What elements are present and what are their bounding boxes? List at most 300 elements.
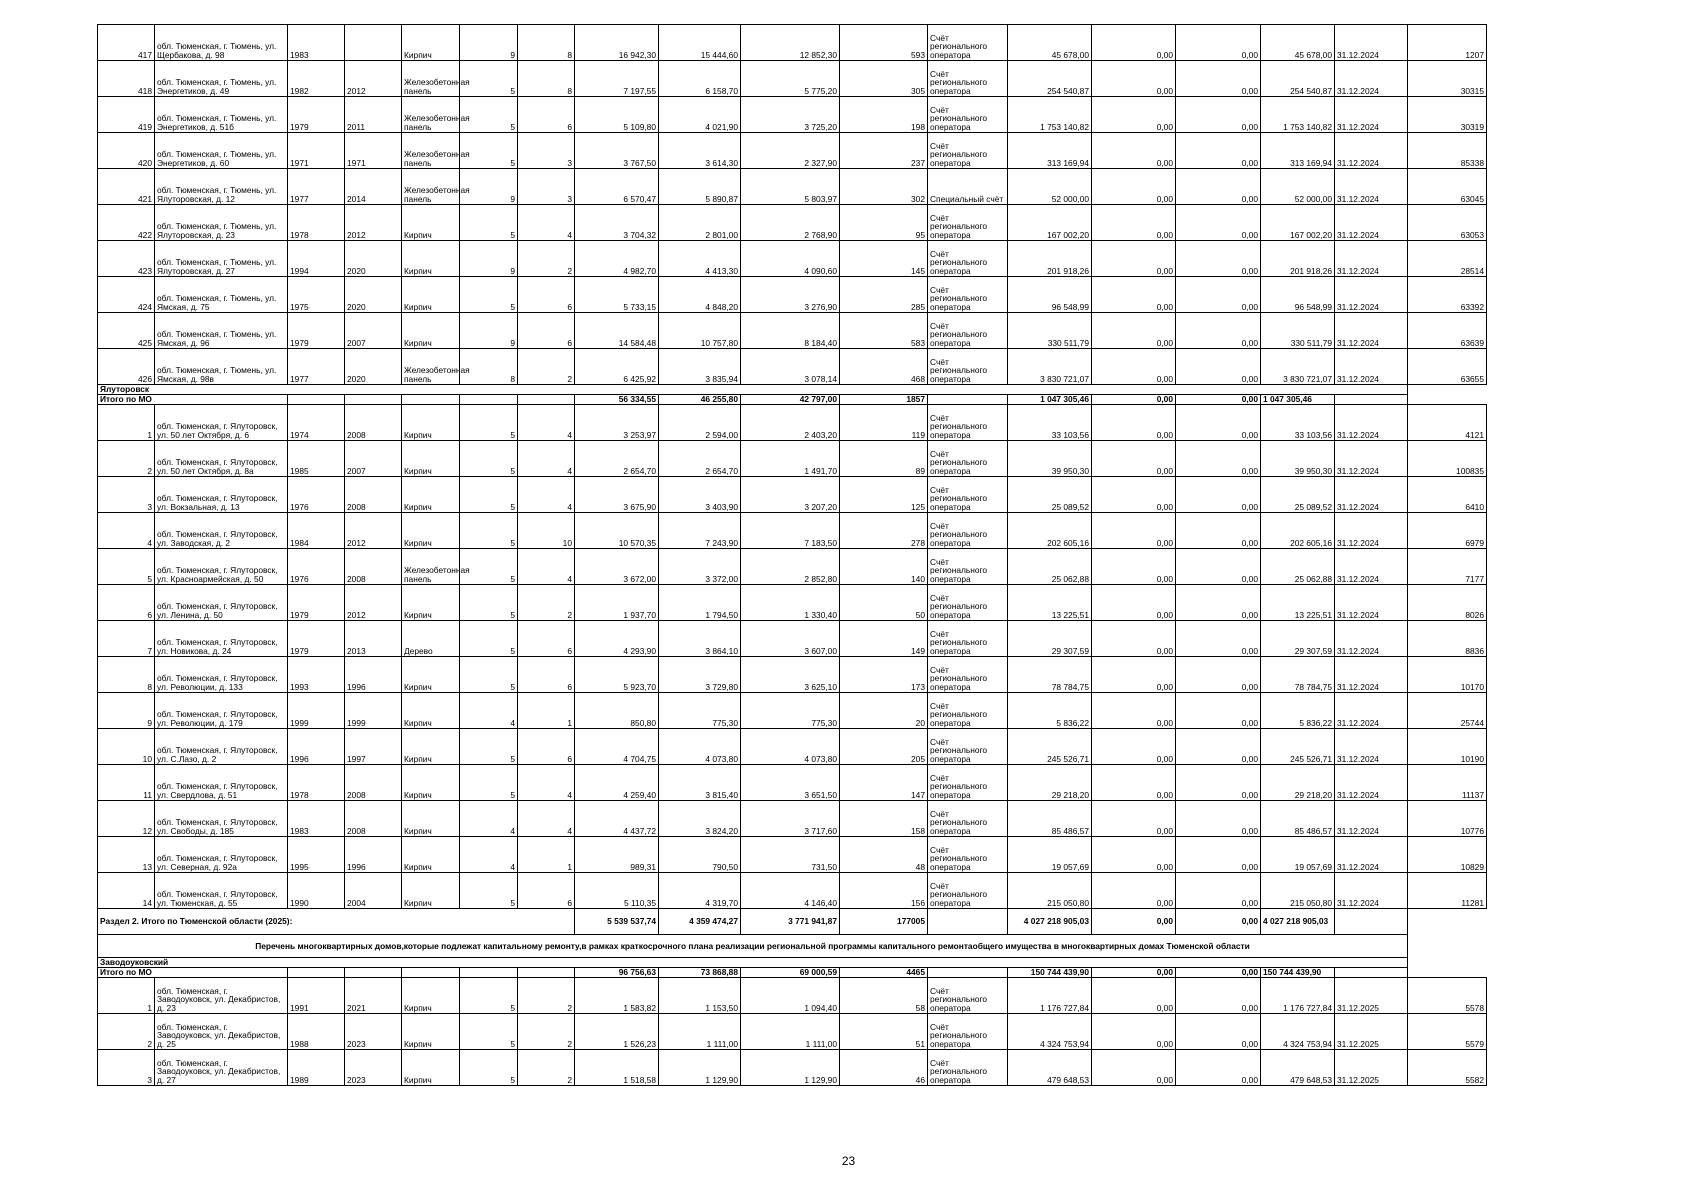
total-area: 5 733,15 bbox=[575, 277, 659, 313]
living-area: 4 413,30 bbox=[659, 241, 741, 277]
cost-owners: 25 089,52 bbox=[1261, 477, 1335, 513]
residential-area: 1 094,40 bbox=[741, 978, 840, 1014]
grand-cost-fund: 0,00 bbox=[1092, 909, 1176, 935]
house-id: 63053 bbox=[1408, 205, 1487, 241]
address: обл. Тюменская, г. Тюмень, ул. Ялуторовская, д. 27 bbox=[155, 241, 288, 277]
entrances: 2 bbox=[518, 1014, 575, 1050]
cost-fund: 0,00 bbox=[1092, 25, 1176, 61]
living-area: 6 158,70 bbox=[659, 61, 741, 97]
total-area-2: 73 868,88 bbox=[659, 968, 741, 978]
cost-fund: 0,00 bbox=[1092, 277, 1176, 313]
address: обл. Тюменская, г. Тюмень, ул. Щербакова, д. 98 bbox=[155, 25, 288, 61]
entrances: 8 bbox=[518, 25, 575, 61]
table-row bbox=[98, 313, 1487, 349]
section-heading: Перечень многоквартирных домов,которые подлежат капитальному ремонту,в рамках краткосрочного плана реализации региональной программы капитального ремонтаобщего имущества в многоквартирных домах Тюменской области bbox=[98, 935, 1408, 958]
floors: 5 bbox=[460, 1014, 518, 1050]
cost-owners: 78 784,75 bbox=[1261, 657, 1335, 693]
cost-fund: 0,00 bbox=[1092, 477, 1176, 513]
wall-material: Кирпич bbox=[402, 801, 460, 837]
year-last-repair: 2007 bbox=[345, 441, 402, 477]
residents: 48 bbox=[840, 837, 928, 873]
total-residents: 1857 bbox=[840, 395, 928, 405]
house-id: 63639 bbox=[1408, 313, 1487, 349]
wall-material: Железобетонная панель bbox=[402, 61, 460, 97]
floors: 5 bbox=[460, 133, 518, 169]
cost-budget: 0,00 bbox=[1176, 873, 1261, 909]
cost-budget: 0,00 bbox=[1176, 313, 1261, 349]
deadline: 31.12.2025 bbox=[1335, 978, 1408, 1014]
cost-budget: 0,00 bbox=[1176, 25, 1261, 61]
deadline: 31.12.2024 bbox=[1335, 349, 1408, 385]
residential-area: 2 327,90 bbox=[741, 133, 840, 169]
house-id: 6979 bbox=[1408, 513, 1487, 549]
row-number: 3 bbox=[98, 1050, 155, 1086]
cost-budget: 0,00 bbox=[1176, 97, 1261, 133]
cost-fund: 0,00 bbox=[1092, 241, 1176, 277]
fund-account: Счёт регионального оператора bbox=[928, 97, 1008, 133]
deadline: 31.12.2025 bbox=[1335, 1014, 1408, 1050]
entrances: 4 bbox=[518, 441, 575, 477]
repair-cost: 5 836,22 bbox=[1008, 693, 1092, 729]
cost-budget: 0,00 bbox=[1176, 1050, 1261, 1086]
row-number: 418 bbox=[98, 61, 155, 97]
deadline: 31.12.2024 bbox=[1335, 549, 1408, 585]
year-built: 1978 bbox=[288, 205, 345, 241]
residential-area: 3 276,90 bbox=[741, 277, 840, 313]
table-row bbox=[98, 873, 1487, 909]
year-built: 1988 bbox=[288, 1014, 345, 1050]
residents: 593 bbox=[840, 25, 928, 61]
year-built: 1979 bbox=[288, 313, 345, 349]
row-number: 426 bbox=[98, 349, 155, 385]
wall-material: Железобетонная панель bbox=[402, 97, 460, 133]
floors: 9 bbox=[460, 241, 518, 277]
house-id: 63655 bbox=[1408, 349, 1487, 385]
total-area: 4 437,72 bbox=[575, 801, 659, 837]
deadline: 31.12.2024 bbox=[1335, 513, 1408, 549]
living-area: 1 153,50 bbox=[659, 978, 741, 1014]
entrances: 10 bbox=[518, 513, 575, 549]
cost-budget: 0,00 bbox=[1176, 205, 1261, 241]
year-built: 1999 bbox=[288, 693, 345, 729]
section-name: Ялуторовск bbox=[98, 385, 1408, 395]
address: обл. Тюменская, г. Ялуторовск, ул. Свердлова, д. 51 bbox=[155, 765, 288, 801]
total-cost: 1 047 305,46 bbox=[1008, 395, 1092, 405]
address: обл. Тюменская, г. Ялуторовск, ул. Заводская, д. 2 bbox=[155, 513, 288, 549]
year-built: 1995 bbox=[288, 837, 345, 873]
address: обл. Тюменская, г. Ялуторовск, ул. Северная, д. 92а bbox=[155, 837, 288, 873]
total-area: 1 518,58 bbox=[575, 1050, 659, 1086]
deadline: 31.12.2024 bbox=[1335, 205, 1408, 241]
residents: 51 bbox=[840, 1014, 928, 1050]
address: обл. Тюменская, г. Ялуторовск, ул. Революции, д. 133 bbox=[155, 657, 288, 693]
total-area: 850,80 bbox=[575, 693, 659, 729]
residents: 583 bbox=[840, 313, 928, 349]
residential-area: 1 491,70 bbox=[741, 441, 840, 477]
living-area: 775,30 bbox=[659, 693, 741, 729]
table-row bbox=[98, 405, 1487, 441]
total-cost-fund: 0,00 bbox=[1092, 968, 1176, 978]
year-built: 1977 bbox=[288, 349, 345, 385]
cost-owners: 4 324 753,94 bbox=[1261, 1014, 1335, 1050]
fund-account: Счёт регионального оператора bbox=[928, 549, 1008, 585]
year-built: 1978 bbox=[288, 765, 345, 801]
residents: 302 bbox=[840, 169, 928, 205]
wall-material: Кирпич bbox=[402, 837, 460, 873]
floors: 5 bbox=[460, 1050, 518, 1086]
row-number: 13 bbox=[98, 837, 155, 873]
deadline: 31.12.2024 bbox=[1335, 169, 1408, 205]
residents: 149 bbox=[840, 621, 928, 657]
residential-area: 7 183,50 bbox=[741, 513, 840, 549]
entrances: 4 bbox=[518, 477, 575, 513]
residential-area: 1 129,90 bbox=[741, 1050, 840, 1086]
deadline: 31.12.2024 bbox=[1335, 441, 1408, 477]
table-row bbox=[98, 657, 1487, 693]
cost-budget: 0,00 bbox=[1176, 349, 1261, 385]
cost-budget: 0,00 bbox=[1176, 169, 1261, 205]
wall-material: Кирпич bbox=[402, 978, 460, 1014]
total-area: 1 937,70 bbox=[575, 585, 659, 621]
deadline: 31.12.2024 bbox=[1335, 477, 1408, 513]
cost-fund: 0,00 bbox=[1092, 405, 1176, 441]
living-area: 3 372,00 bbox=[659, 549, 741, 585]
repair-cost: 13 225,51 bbox=[1008, 585, 1092, 621]
year-last-repair: 2020 bbox=[345, 241, 402, 277]
entrances: 4 bbox=[518, 801, 575, 837]
cost-owners: 215 050,80 bbox=[1261, 873, 1335, 909]
section-name: Заводоуковский bbox=[98, 958, 1408, 968]
fund-account: Счёт регионального оператора bbox=[928, 729, 1008, 765]
cost-fund: 0,00 bbox=[1092, 133, 1176, 169]
year-built: 1977 bbox=[288, 169, 345, 205]
residential-area: 1 330,40 bbox=[741, 585, 840, 621]
living-area: 1 794,50 bbox=[659, 585, 741, 621]
wall-material: Кирпич bbox=[402, 241, 460, 277]
floors: 5 bbox=[460, 978, 518, 1014]
section-yalutorovsk bbox=[98, 385, 1487, 405]
fund-account: Счёт регионального оператора bbox=[928, 349, 1008, 385]
floors: 8 bbox=[460, 349, 518, 385]
total-area: 3 767,50 bbox=[575, 133, 659, 169]
residential-area: 3 078,14 bbox=[741, 349, 840, 385]
cost-fund: 0,00 bbox=[1092, 169, 1176, 205]
cost-budget: 0,00 bbox=[1176, 477, 1261, 513]
cost-owners: 3 830 721,07 bbox=[1261, 349, 1335, 385]
deadline: 31.12.2024 bbox=[1335, 241, 1408, 277]
address: обл. Тюменская, г. Тюмень, ул. Энергетиков, д. 51б bbox=[155, 97, 288, 133]
wall-material: Кирпич bbox=[402, 513, 460, 549]
total-area-1: 96 756,63 bbox=[575, 968, 659, 978]
deadline: 31.12.2024 bbox=[1335, 585, 1408, 621]
grand-area-1: 5 539 537,74 bbox=[575, 909, 659, 935]
year-built: 1991 bbox=[288, 978, 345, 1014]
year-last-repair: 1999 bbox=[345, 693, 402, 729]
total-area: 3 675,90 bbox=[575, 477, 659, 513]
living-area: 3 403,90 bbox=[659, 477, 741, 513]
cost-fund: 0,00 bbox=[1092, 801, 1176, 837]
cost-budget: 0,00 bbox=[1176, 241, 1261, 277]
living-area: 3 815,40 bbox=[659, 765, 741, 801]
year-last-repair: 2023 bbox=[345, 1050, 402, 1086]
fund-account: Счёт регионального оператора bbox=[928, 513, 1008, 549]
repair-cost: 202 605,16 bbox=[1008, 513, 1092, 549]
residents: 285 bbox=[840, 277, 928, 313]
entrances: 4 bbox=[518, 549, 575, 585]
row-number: 8 bbox=[98, 657, 155, 693]
table-row bbox=[98, 241, 1487, 277]
living-area: 3 835,94 bbox=[659, 349, 741, 385]
house-id: 8026 bbox=[1408, 585, 1487, 621]
cost-budget: 0,00 bbox=[1176, 765, 1261, 801]
row-number: 2 bbox=[98, 1014, 155, 1050]
year-built: 1979 bbox=[288, 585, 345, 621]
total-area: 7 197,55 bbox=[575, 61, 659, 97]
fund-account: Счёт регионального оператора bbox=[928, 61, 1008, 97]
cost-owners: 479 648,53 bbox=[1261, 1050, 1335, 1086]
address: обл. Тюменская, г. Ялуторовск, ул. 50 лет Октября, д. 8а bbox=[155, 441, 288, 477]
house-id: 5578 bbox=[1408, 978, 1487, 1014]
cost-budget: 0,00 bbox=[1176, 277, 1261, 313]
cost-owners: 39 950,30 bbox=[1261, 441, 1335, 477]
row-number: 417 bbox=[98, 25, 155, 61]
residents: 278 bbox=[840, 513, 928, 549]
house-id: 100835 bbox=[1408, 441, 1487, 477]
entrances: 4 bbox=[518, 405, 575, 441]
floors: 9 bbox=[460, 313, 518, 349]
row-number: 1 bbox=[98, 978, 155, 1014]
year-last-repair: 2008 bbox=[345, 549, 402, 585]
total-area: 4 982,70 bbox=[575, 241, 659, 277]
cost-fund: 0,00 bbox=[1092, 441, 1176, 477]
fund-account: Счёт регионального оператора bbox=[928, 978, 1008, 1014]
deadline: 31.12.2024 bbox=[1335, 873, 1408, 909]
repair-cost: 39 950,30 bbox=[1008, 441, 1092, 477]
year-built: 1979 bbox=[288, 97, 345, 133]
address: обл. Тюменская, г. Ялуторовск, ул. 50 лет Октября, д. 6 bbox=[155, 405, 288, 441]
living-area: 4 021,90 bbox=[659, 97, 741, 133]
year-last-repair: 2011 bbox=[345, 97, 402, 133]
living-area: 2 801,00 bbox=[659, 205, 741, 241]
floors: 5 bbox=[460, 585, 518, 621]
cost-fund: 0,00 bbox=[1092, 621, 1176, 657]
house-id: 8836 bbox=[1408, 621, 1487, 657]
living-area: 3 729,80 bbox=[659, 657, 741, 693]
living-area: 15 444,60 bbox=[659, 25, 741, 61]
table-row bbox=[98, 61, 1487, 97]
residential-area: 731,50 bbox=[741, 837, 840, 873]
fund-account: Счёт регионального оператора bbox=[928, 1014, 1008, 1050]
total-cost-budget: 0,00 bbox=[1176, 968, 1261, 978]
entrances: 1 bbox=[518, 837, 575, 873]
row-number: 419 bbox=[98, 97, 155, 133]
table-row bbox=[98, 729, 1487, 765]
floors: 9 bbox=[460, 25, 518, 61]
cost-budget: 0,00 bbox=[1176, 621, 1261, 657]
floors: 5 bbox=[460, 97, 518, 133]
deadline: 31.12.2024 bbox=[1335, 25, 1408, 61]
repair-cost: 29 218,20 bbox=[1008, 765, 1092, 801]
deadline: 31.12.2024 bbox=[1335, 765, 1408, 801]
floors: 5 bbox=[460, 61, 518, 97]
cost-budget: 0,00 bbox=[1176, 513, 1261, 549]
cost-fund: 0,00 bbox=[1092, 205, 1176, 241]
house-id: 7177 bbox=[1408, 549, 1487, 585]
row-number: 7 bbox=[98, 621, 155, 657]
cost-owners: 202 605,16 bbox=[1261, 513, 1335, 549]
floors: 5 bbox=[460, 513, 518, 549]
cost-budget: 0,00 bbox=[1176, 405, 1261, 441]
row-number: 3 bbox=[98, 477, 155, 513]
residents: 305 bbox=[840, 61, 928, 97]
grand-cost-owners: 4 027 218 905,03 bbox=[1261, 909, 1335, 935]
floors: 5 bbox=[460, 441, 518, 477]
cost-owners: 29 307,59 bbox=[1261, 621, 1335, 657]
row-number: 2 bbox=[98, 441, 155, 477]
address: обл. Тюменская, г. Тюмень, ул. Энергетиков, д. 60 bbox=[155, 133, 288, 169]
deadline: 31.12.2024 bbox=[1335, 621, 1408, 657]
table-body-yalutorovsk bbox=[98, 405, 1487, 909]
cost-owners: 313 169,94 bbox=[1261, 133, 1335, 169]
fund-account: Счёт регионального оператора bbox=[928, 313, 1008, 349]
floors: 5 bbox=[460, 765, 518, 801]
house-id: 11137 bbox=[1408, 765, 1487, 801]
row-number: 4 bbox=[98, 513, 155, 549]
deadline: 31.12.2024 bbox=[1335, 801, 1408, 837]
total-area: 1 583,82 bbox=[575, 978, 659, 1014]
row-number: 11 bbox=[98, 765, 155, 801]
wall-material: Железобетонная панель bbox=[402, 169, 460, 205]
row-number: 12 bbox=[98, 801, 155, 837]
fund-account: Счёт регионального оператора bbox=[928, 405, 1008, 441]
address: обл. Тюменская, г. Ялуторовск, ул. Ленина, д. 50 bbox=[155, 585, 288, 621]
cost-budget: 0,00 bbox=[1176, 133, 1261, 169]
year-built: 1983 bbox=[288, 25, 345, 61]
residents: 140 bbox=[840, 549, 928, 585]
year-built: 1974 bbox=[288, 405, 345, 441]
wall-material: Кирпич bbox=[402, 729, 460, 765]
section-total-label: Итого по МО bbox=[98, 395, 288, 405]
wall-material: Железобетонная панель bbox=[402, 349, 460, 385]
entrances: 8 bbox=[518, 61, 575, 97]
total-area-1: 56 334,55 bbox=[575, 395, 659, 405]
residential-area: 12 852,30 bbox=[741, 25, 840, 61]
cost-budget: 0,00 bbox=[1176, 441, 1261, 477]
repair-cost: 330 511,79 bbox=[1008, 313, 1092, 349]
floors: 4 bbox=[460, 801, 518, 837]
residential-area: 3 207,20 bbox=[741, 477, 840, 513]
floors: 5 bbox=[460, 277, 518, 313]
fund-account: Счёт регионального оператора bbox=[928, 277, 1008, 313]
residents: 198 bbox=[840, 97, 928, 133]
house-id: 63392 bbox=[1408, 277, 1487, 313]
cost-fund: 0,00 bbox=[1092, 97, 1176, 133]
deadline: 31.12.2024 bbox=[1335, 313, 1408, 349]
table-row bbox=[98, 585, 1487, 621]
cost-owners: 13 225,51 bbox=[1261, 585, 1335, 621]
entrances: 6 bbox=[518, 657, 575, 693]
total-area: 1 526,23 bbox=[575, 1014, 659, 1050]
deadline: 31.12.2024 bbox=[1335, 405, 1408, 441]
address: обл. Тюменская, г. Тюмень, ул. Ялуторовская, д. 23 bbox=[155, 205, 288, 241]
cost-fund: 0,00 bbox=[1092, 729, 1176, 765]
year-last-repair bbox=[345, 25, 402, 61]
table-row bbox=[98, 978, 1487, 1014]
table-row bbox=[98, 277, 1487, 313]
year-built: 1979 bbox=[288, 621, 345, 657]
repair-cost: 1 176 727,84 bbox=[1008, 978, 1092, 1014]
deadline: 31.12.2024 bbox=[1335, 837, 1408, 873]
residential-area: 3 725,20 bbox=[741, 97, 840, 133]
fund-account: Счёт регионального оператора bbox=[928, 241, 1008, 277]
year-last-repair: 2020 bbox=[345, 349, 402, 385]
total-area: 14 584,48 bbox=[575, 313, 659, 349]
cost-owners: 330 511,79 bbox=[1261, 313, 1335, 349]
address: обл. Тюменская, г. Ялуторовск, ул. Новикова, д. 24 bbox=[155, 621, 288, 657]
year-last-repair: 2004 bbox=[345, 873, 402, 909]
page-number: 23 bbox=[841, 1154, 856, 1168]
fund-account: Счёт регионального оператора bbox=[928, 621, 1008, 657]
living-area: 3 614,30 bbox=[659, 133, 741, 169]
deadline: 31.12.2024 bbox=[1335, 97, 1408, 133]
year-last-repair: 2008 bbox=[345, 477, 402, 513]
cost-owners: 96 548,99 bbox=[1261, 277, 1335, 313]
document-page bbox=[97, 24, 1487, 1086]
row-number: 9 bbox=[98, 693, 155, 729]
cost-fund: 0,00 bbox=[1092, 585, 1176, 621]
entrances: 6 bbox=[518, 277, 575, 313]
wall-material: Кирпич bbox=[402, 405, 460, 441]
total-area: 3 704,32 bbox=[575, 205, 659, 241]
year-last-repair: 2012 bbox=[345, 513, 402, 549]
wall-material: Кирпич bbox=[402, 657, 460, 693]
residential-area: 2 768,90 bbox=[741, 205, 840, 241]
entrances: 6 bbox=[518, 313, 575, 349]
entrances: 2 bbox=[518, 241, 575, 277]
house-id: 4121 bbox=[1408, 405, 1487, 441]
row-number: 424 bbox=[98, 277, 155, 313]
cost-fund: 0,00 bbox=[1092, 1014, 1176, 1050]
cost-owners: 33 103,56 bbox=[1261, 405, 1335, 441]
cost-owners: 5 836,22 bbox=[1261, 693, 1335, 729]
floors: 5 bbox=[460, 405, 518, 441]
floors: 5 bbox=[460, 657, 518, 693]
floors: 5 bbox=[460, 205, 518, 241]
residential-area: 5 775,20 bbox=[741, 61, 840, 97]
repair-cost: 85 486,57 bbox=[1008, 801, 1092, 837]
repair-cost: 96 548,99 bbox=[1008, 277, 1092, 313]
living-area: 7 243,90 bbox=[659, 513, 741, 549]
wall-material: Кирпич bbox=[402, 873, 460, 909]
repair-cost: 33 103,56 bbox=[1008, 405, 1092, 441]
cost-owners: 52 000,00 bbox=[1261, 169, 1335, 205]
row-number: 420 bbox=[98, 133, 155, 169]
cost-fund: 0,00 bbox=[1092, 837, 1176, 873]
residents: 205 bbox=[840, 729, 928, 765]
living-area: 4 848,20 bbox=[659, 277, 741, 313]
floors: 5 bbox=[460, 549, 518, 585]
cost-budget: 0,00 bbox=[1176, 549, 1261, 585]
year-built: 1982 bbox=[288, 61, 345, 97]
cost-owners: 254 540,87 bbox=[1261, 61, 1335, 97]
total-area-3: 69 000,59 bbox=[741, 968, 840, 978]
cost-fund: 0,00 bbox=[1092, 1050, 1176, 1086]
house-id: 28514 bbox=[1408, 241, 1487, 277]
grand-total-label: Раздел 2. Итого по Тюменской области (2025): bbox=[98, 909, 575, 935]
cost-budget: 0,00 bbox=[1176, 1014, 1261, 1050]
cost-owners: 25 062,88 bbox=[1261, 549, 1335, 585]
wall-material: Кирпич bbox=[402, 313, 460, 349]
